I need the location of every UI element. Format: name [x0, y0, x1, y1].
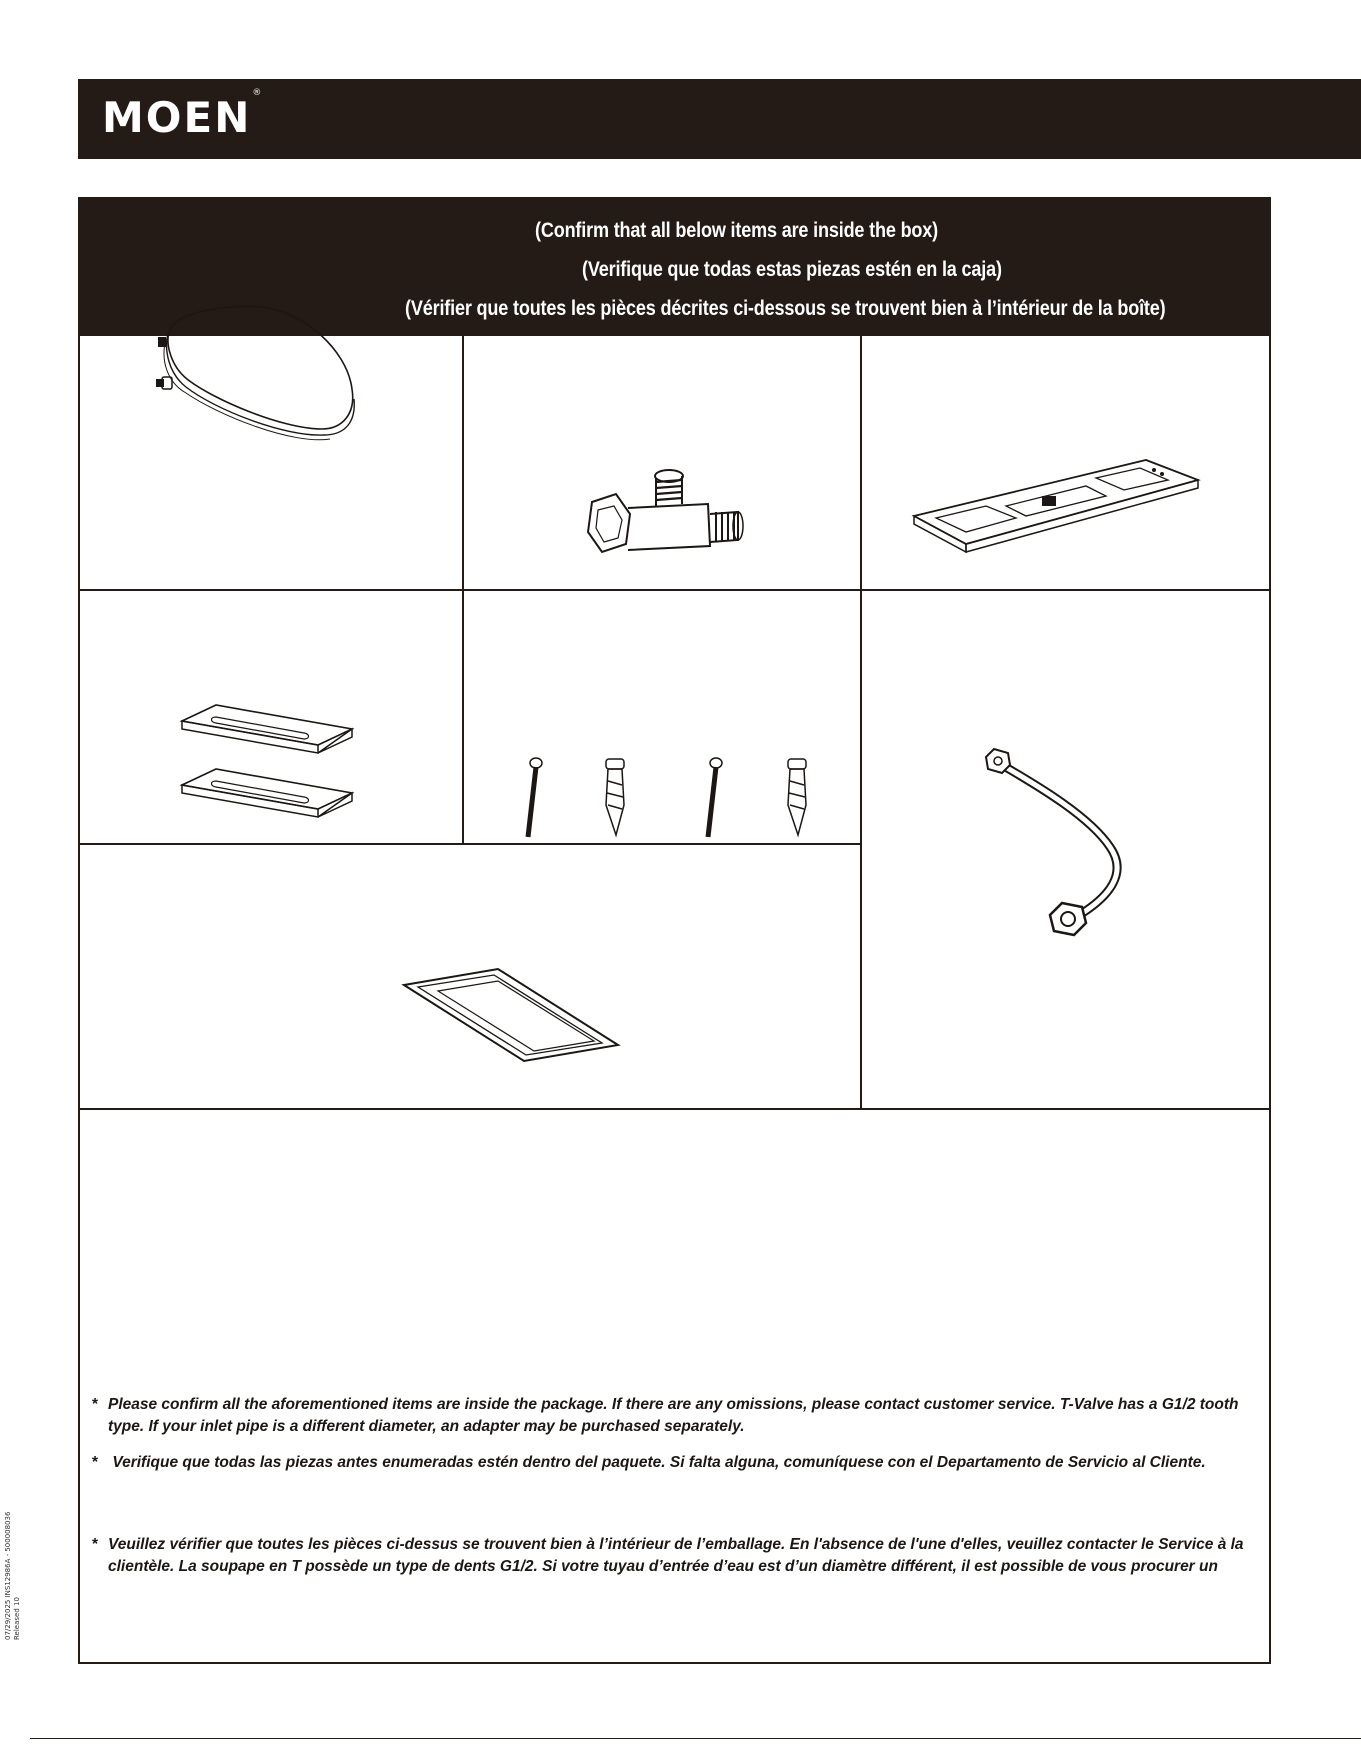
mounting-plate-icon: [906, 444, 1206, 564]
grid-divider: [80, 1108, 1270, 1110]
note-english: [92, 1394, 1262, 1438]
note-es-text: Verifique que todas las piezas antes enumeradas estén dentro del paquete. Si falta alguna, comuníquese con el Departamento de Servicio al Cliente.: [112, 1454, 1206, 1471]
bottom-rule: [30, 1738, 1361, 1739]
part-manual-card: [398, 961, 628, 1071]
note-star: *: [92, 1454, 99, 1471]
registered-mark: ®: [252, 88, 262, 98]
part-t-valve: [578, 464, 778, 584]
brand-header: [78, 79, 1361, 159]
document-code: [4, 1512, 22, 1640]
note-en-line1: Please confirm all the aforementioned items are inside the package. If there are any omissions, please contact customer service. T-Valve has a G1/2 tooth: [108, 1396, 1239, 1413]
part-screws-anchors: [506, 755, 846, 845]
note-french: [92, 1534, 1262, 1578]
toilet-seat-icon: [142, 289, 382, 449]
moen-logo: [102, 88, 262, 142]
water-hose-icon: [980, 747, 1160, 947]
part-water-hose: [980, 747, 1160, 947]
part-mounting-plate: [906, 444, 1206, 564]
grid-divider: [80, 589, 1270, 591]
header-line-es: (Verifique que todas estas piezas estén en la caja): [582, 258, 1002, 281]
bracket-plates-icon: [176, 699, 366, 829]
note-en-line2: type. If your inlet pipe is a different diameter, an adapter may be purchased separately.: [108, 1418, 745, 1435]
note-star: *: [92, 1396, 99, 1413]
note-fr-line1: Veuillez vérifier que toutes les pièces ci-dessus se trouvent bien à l’intérieur de l’emballage. En l'absence de l'une d'elles, veuillez contacter le Service à la: [108, 1536, 1244, 1553]
document-code-line2: Released 10: [13, 1597, 21, 1640]
t-valve-icon: [578, 464, 778, 584]
note-fr-line2: clientèle. La soupape en T possède un type de dents G1/2. Si votre tuyau d’entrée d’eau est d’un diamètre différent, il est possible de vous procurer un: [108, 1558, 1218, 1575]
part-bracket-plates: [176, 699, 366, 829]
grid-divider: [860, 336, 862, 1109]
manual-card-icon: [398, 961, 628, 1071]
document-code-line1: 07/29/2025 INS12986A - 500008036: [4, 1511, 12, 1640]
part-toilet-seat: [142, 289, 382, 449]
parts-list-box: [78, 197, 1271, 1664]
logo-text: MOEN: [102, 93, 252, 142]
header-line-fr: (Vérifier que toutes les pièces décrites ci-dessous se trouvent bien à l’intérieur de la boîte): [405, 297, 1166, 320]
screws-anchors-icon: [506, 755, 846, 845]
note-star: *: [92, 1536, 99, 1553]
note-spanish: [92, 1452, 1262, 1474]
header-line-en: (Confirm that all below items are inside the box): [535, 219, 939, 242]
